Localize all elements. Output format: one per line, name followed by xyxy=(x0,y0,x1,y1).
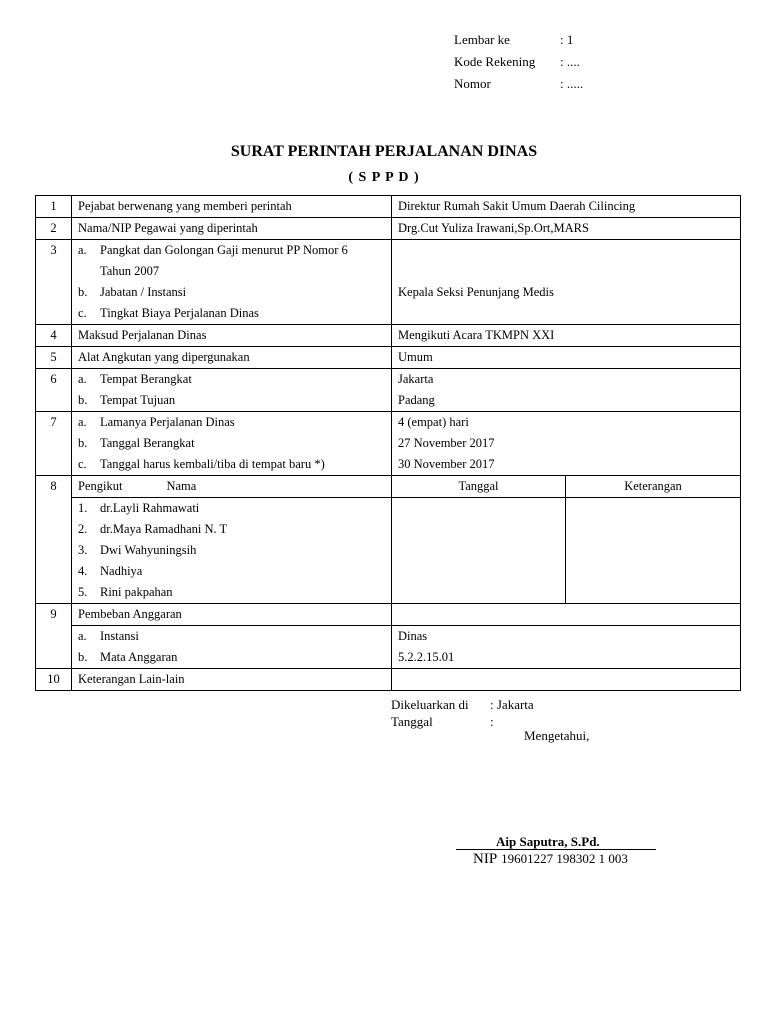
document-subtitle: ( S P P D ) xyxy=(348,170,420,185)
row-number: 7 xyxy=(36,412,72,476)
row-value xyxy=(392,669,741,691)
document-title: SURAT PERINTAH PERJALANAN DINAS xyxy=(230,143,538,160)
row-number: 9 xyxy=(36,604,72,626)
item-letter: b. xyxy=(78,650,88,664)
row-value xyxy=(392,412,741,476)
table-row xyxy=(36,369,741,412)
list-number: 5. xyxy=(78,585,88,599)
position-value: Kepala Seksi Penunjang Medis xyxy=(398,285,554,299)
item-letter: b. xyxy=(78,285,88,299)
row-label xyxy=(72,240,392,325)
sheet-row xyxy=(454,29,583,51)
row-value: Umum xyxy=(392,347,741,369)
issued-place-value: : Jakarta xyxy=(490,697,534,712)
table-row xyxy=(36,669,741,691)
row-value xyxy=(392,369,741,412)
row-label: Maksud Perjalanan Dinas xyxy=(72,325,392,347)
row-label xyxy=(72,626,392,669)
followers-notes xyxy=(566,498,741,604)
row-label xyxy=(72,412,392,476)
number-label: Nomor xyxy=(454,76,491,91)
table-row xyxy=(36,196,741,218)
item-letter: b. xyxy=(78,393,88,407)
table-row xyxy=(36,476,741,498)
item-text: Mata Anggaran xyxy=(100,650,178,664)
table-row xyxy=(36,347,741,369)
name-column-header: Nama xyxy=(166,479,197,493)
destination-place: Padang xyxy=(398,393,435,407)
followers-list xyxy=(72,498,392,604)
return-date: 30 November 2017 xyxy=(398,457,495,471)
acknowledged-label: Mengetahui, xyxy=(524,728,590,743)
agency-value: Dinas xyxy=(398,629,428,643)
note-column-header: Keterangan xyxy=(566,476,741,498)
row-number: 5 xyxy=(36,347,72,369)
item-text-continued: Tahun 2007 xyxy=(100,264,160,278)
list-number: 4. xyxy=(78,564,88,578)
issued-date-value: : xyxy=(490,714,494,729)
row-number-empty xyxy=(36,626,72,669)
budget-code-value: 5.2.2.15.01 xyxy=(398,650,455,664)
row-value xyxy=(392,240,741,325)
follower-name: dr.Layli Rahmawati xyxy=(100,501,200,515)
row-number: 4 xyxy=(36,325,72,347)
item-text: Tanggal harus kembali/tiba di tempat baru *) xyxy=(100,457,325,471)
item-letter: b. xyxy=(78,436,88,450)
row-number: 2 xyxy=(36,218,72,240)
departure-date: 27 November 2017 xyxy=(398,436,495,450)
sppd-table xyxy=(35,195,741,691)
row-label: Nama/NIP Pegawai yang diperintah xyxy=(72,218,392,240)
row-value: Direktur Rumah Sakit Umum Daerah Cilincing xyxy=(392,196,741,218)
list-item xyxy=(78,540,385,561)
item-text: Instansi xyxy=(100,629,139,643)
list-number: 1. xyxy=(78,501,88,515)
table-row xyxy=(36,626,741,669)
row-number: 3 xyxy=(36,240,72,325)
follower-name: dr.Maya Ramadhani N. T xyxy=(100,522,228,536)
row-number: 6 xyxy=(36,369,72,412)
item-text: Tingkat Biaya Perjalanan Dinas xyxy=(100,306,259,320)
table-row xyxy=(36,240,741,325)
list-item xyxy=(78,498,385,519)
document-meta xyxy=(454,29,583,95)
follower-name: Dwi Wahyuningsih xyxy=(100,543,197,557)
trip-duration: 4 (empat) hari xyxy=(398,415,469,429)
signature-line-left xyxy=(456,835,496,850)
row-label: Alat Angkutan yang dipergunakan xyxy=(72,347,392,369)
row-value: Mengikuti Acara TKMPN XXI xyxy=(392,325,741,347)
departure-place: Jakarta xyxy=(398,372,434,386)
table-row xyxy=(36,498,741,604)
account-code-label: Kode Rekening xyxy=(454,54,536,69)
sheet-label: Lembar ke xyxy=(454,32,510,47)
followers-dates xyxy=(392,498,566,604)
row-value xyxy=(392,626,741,669)
issued-place-label: Dikeluarkan di xyxy=(391,697,469,712)
signer-name-line xyxy=(456,834,656,850)
date-column-header: Tanggal xyxy=(392,476,566,498)
row-label: Pembeban Anggaran xyxy=(72,604,392,626)
signer-name: Aip Saputra, S.Pd. xyxy=(496,834,600,849)
item-letter: c. xyxy=(78,457,87,471)
list-item xyxy=(78,519,385,540)
list-number: 2. xyxy=(78,522,88,536)
nip-label: NIP xyxy=(473,851,498,867)
list-number: 3. xyxy=(78,543,88,557)
nip-value: 19601227 198302 1 003 xyxy=(501,851,628,866)
row-number: 1 xyxy=(36,196,72,218)
issued-date-row xyxy=(391,713,534,730)
follower-name: Nadhiya xyxy=(100,564,143,578)
sheet-value: : 1 xyxy=(560,32,574,47)
number-value: : ..... xyxy=(560,76,584,91)
signer-nip xyxy=(473,850,628,868)
account-code-value: : .... xyxy=(560,54,580,69)
item-letter: a. xyxy=(78,372,87,386)
issued-place-row xyxy=(391,696,534,713)
item-text: Tempat Berangkat xyxy=(100,372,192,386)
item-letter: c. xyxy=(78,306,87,320)
item-text: Jabatan / Instansi xyxy=(100,285,187,299)
row-number: 8 xyxy=(36,476,72,498)
table-row xyxy=(36,412,741,476)
item-text: Pangkat dan Golongan Gaji menurut PP Nomor 6 xyxy=(100,243,348,257)
issued-block xyxy=(391,696,534,730)
row-number-empty xyxy=(36,498,72,604)
item-letter: a. xyxy=(78,629,87,643)
row-label: Keterangan Lain-lain xyxy=(72,669,392,691)
table-row xyxy=(36,325,741,347)
row-value: Drg.Cut Yuliza Irawani,Sp.Ort,MARS xyxy=(392,218,741,240)
list-item xyxy=(78,582,385,603)
follower-name: Rini pakpahan xyxy=(100,585,173,599)
table-row xyxy=(36,218,741,240)
row-label xyxy=(72,369,392,412)
item-text: Tanggal Berangkat xyxy=(100,436,195,450)
number-row xyxy=(454,73,583,95)
row-label xyxy=(72,476,392,498)
row-label: Pejabat berwenang yang memberi perintah xyxy=(72,196,392,218)
row-number: 10 xyxy=(36,669,72,691)
table-row xyxy=(36,604,741,626)
account-code-row xyxy=(454,51,583,73)
item-letter: a. xyxy=(78,415,87,429)
followers-label: Pengikut xyxy=(78,479,123,493)
item-letter: a. xyxy=(78,243,87,257)
issued-date-label: Tanggal xyxy=(391,714,433,729)
list-item xyxy=(78,561,385,582)
row-value xyxy=(392,604,741,626)
item-text: Lamanya Perjalanan Dinas xyxy=(100,415,235,429)
item-text: Tempat Tujuan xyxy=(100,393,176,407)
signature-line-right xyxy=(600,835,656,850)
